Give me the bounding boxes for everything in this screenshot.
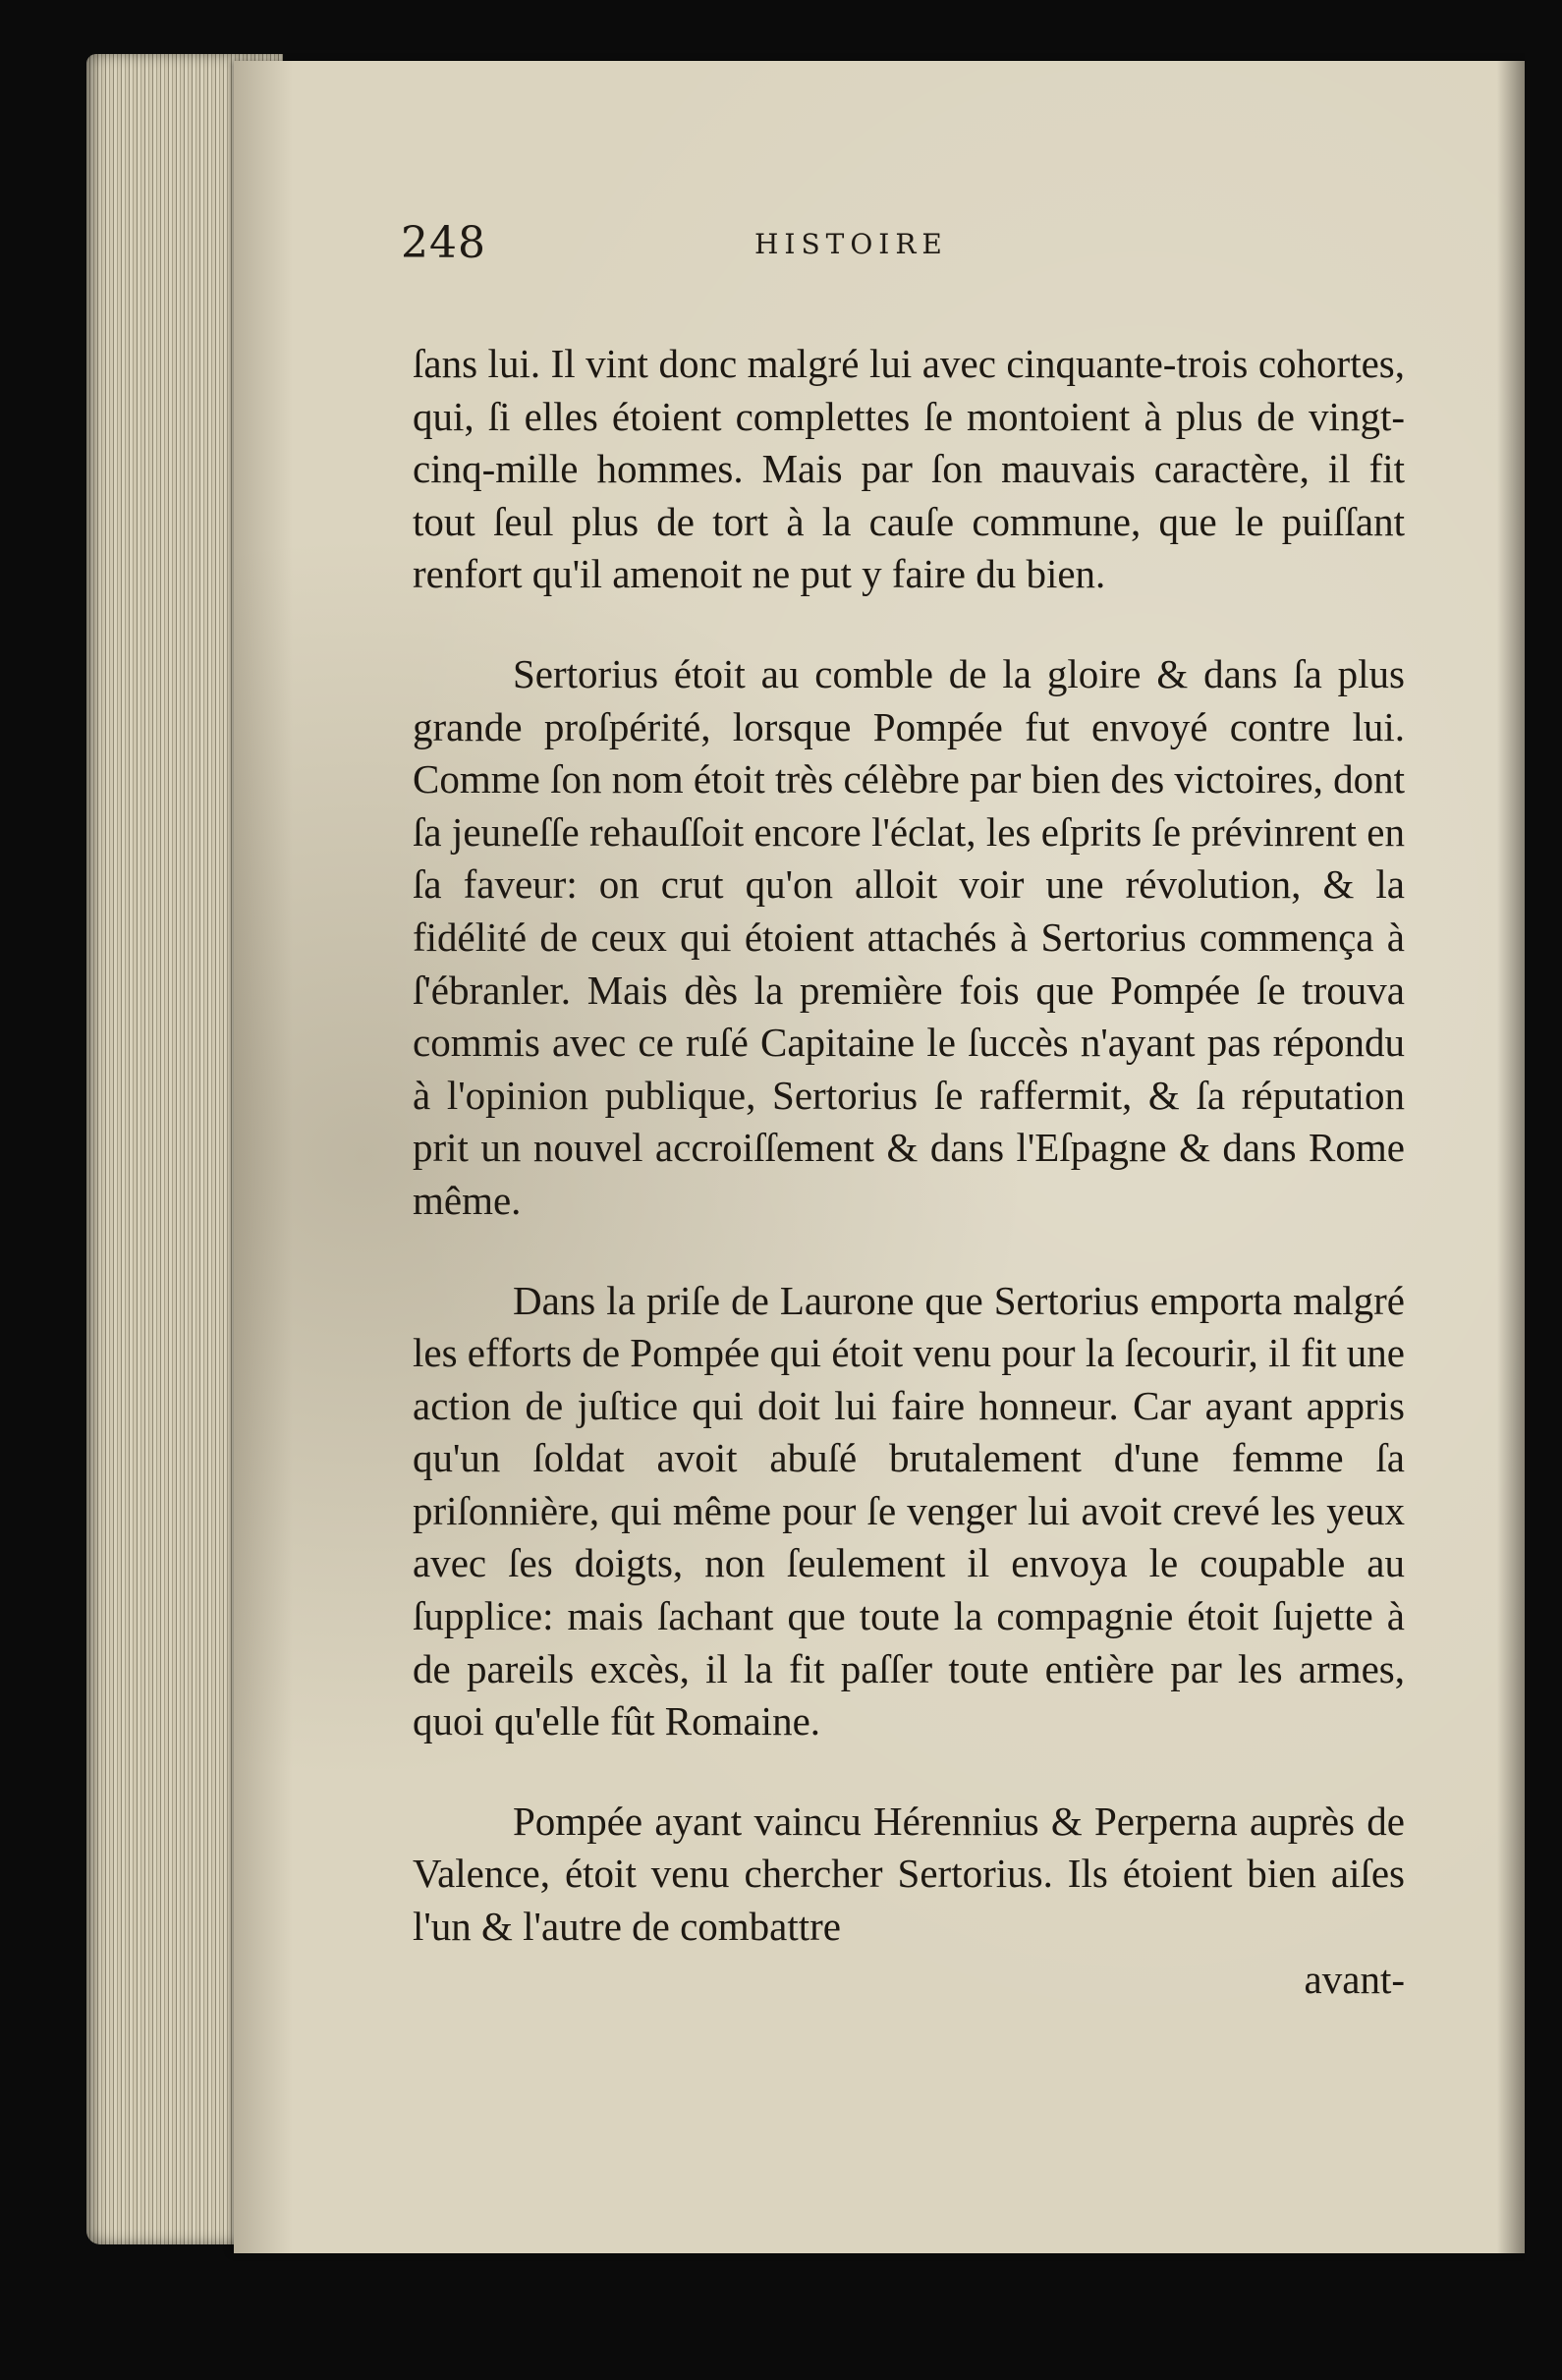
paragraph-3: Dans la priſe de Laurone que Sertorius emporta malgré les efforts de Pompée qui étoit venu pour la ſecourir, il fit une action de juſtice qui doit lui faire honneur. Car ayant appris qu'un ſoldat avoit abuſé brutalement d'une femme ſa priſonnière, qui même pour ſe venger lui avoit crevé les yeux avec ſes doigts, non ſeulement il envoya le coupable au ſupplice: mais ſachant que toute la compagnie étoit ſujette à de pareils excès, il la fit paſſer toute entière par les armes, quoi qu'elle fût Romaine. — [413, 1277, 1405, 1744]
body-text — [413, 338, 1405, 2006]
running-head — [401, 218, 1265, 287]
book-page — [234, 61, 1533, 2253]
paragraph-gap — [413, 1748, 1405, 1796]
spine-background — [1525, 0, 1562, 2380]
page-number: 248 — [401, 218, 486, 268]
paragraph-2: Sertorius étoit au comble de la gloire & dans ſa plus grande proſpérité, lorsque Pompée fut envoyé contre lui. Comme ſon nom étoit très célèbre par bien des victoires, dont ſa jeuneſſe rehauſſoit encore l'éclat, les eſprits ſe prévinrent en ſa faveur: on crut qu'on alloit voir une révolution, & la fidélité de ceux qui étoient attachés à Sertorius commença à ſ'ébranler. Mais dès la première fois que Pompée ſe trouva commis avec ce ruſé Capitaine le ſuccès n'ayant pas répondu à l'opinion publique, Sertorius ſe raffermit, & ſa réputation prit un nouvel accroiſſement & dans l'Eſpagne & dans Rome même. — [413, 650, 1405, 1223]
paragraph-gap — [413, 1228, 1405, 1275]
paragraph-1: ſans lui. Il vint donc malgré lui avec cinquante-trois cohortes, qui, ſi elles étoient complettes ſe montoient à plus de vingt-cinq-mille hommes. Mais par ſon mauvais caractère, il fit tout ſeul plus de tort à la cauſe commune, que le puiſſant renfort qu'il amenoit ne put y faire du bien. — [413, 341, 1405, 597]
paragraph-4: Pompée ayant vaincu Hérennius & Perperna auprès de Valence, étoit venu chercher Sertorius. Ils étoient bien aiſes l'un & l'autre de combattre — [413, 1798, 1405, 1950]
catchword: avant- — [1304, 1956, 1405, 2002]
running-title: HISTOIRE — [754, 228, 948, 260]
paragraph-gap — [413, 601, 1405, 648]
